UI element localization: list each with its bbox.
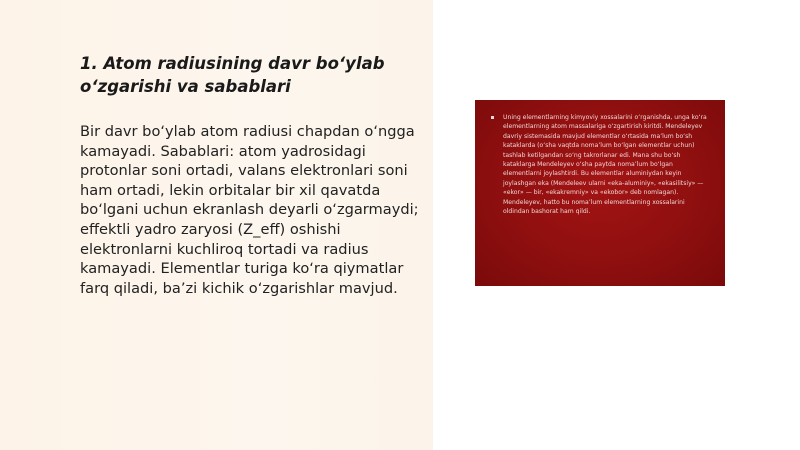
image-bullet-list [489,113,711,216]
bullet-icon [491,116,494,119]
image-bullet-text: Uning elementlarning kimyoviy xossalarini o‘rganishda, unga ko‘ra elementlarning atom massalariga o‘zgartirish kiritdi. Mendeleyev davriy sistemasida mavjud elementlar o‘rtasida ma’lum bo‘sh kataklarda (o‘sha vaqtda noma’lum bo‘lgan elementlar uchun) tashlab ketilgandan so‘ng takrorlanar edi. Mana shu bo‘sh kataklarga Mendeleyev o‘sha paytda noma’lum bo‘lgan elementlarni joylashtirdi. Bu elementlar aluminiydan keyin joylashgan eka (Mendeleev ularni «eka-aluminiy», «ekasilitsiy» — «ekor» — bir, «ekakremniy» va «ekobor» deb nomlagan). Mendeleyev, hatto bu noma’lum elementlarning xossalarini oldindan bashorat ham qildi. [503,114,707,216]
image-bullet-item [497,113,711,216]
slide-body-text: Bir davr bo‘ylab atom radiusi chapdan o‘ngga kamayadi. Sabablari: atom yadrosidagi protonlar soni ortadi, valans elektronlari soni ham ortadi, lekin orbitalar bir xil qavatda bo‘lgani uchun ekranlash deyarli o‘zgarmaydi; effektli yadro zaryosi (Z_eff) oshishi elektronlarni kuchliroq tortadi va radius kamayadi. Elementlar turiga ko‘ra qiymatlar farq qiladi, ba’zi kichik o‘zgarishlar mavjud. [80,123,419,297]
image-panel [433,0,800,450]
slide-image [475,100,725,286]
slide-heading: 1. Atom radiusining davr bo‘ylab o‘zgarishi va sabablari [80,54,385,96]
